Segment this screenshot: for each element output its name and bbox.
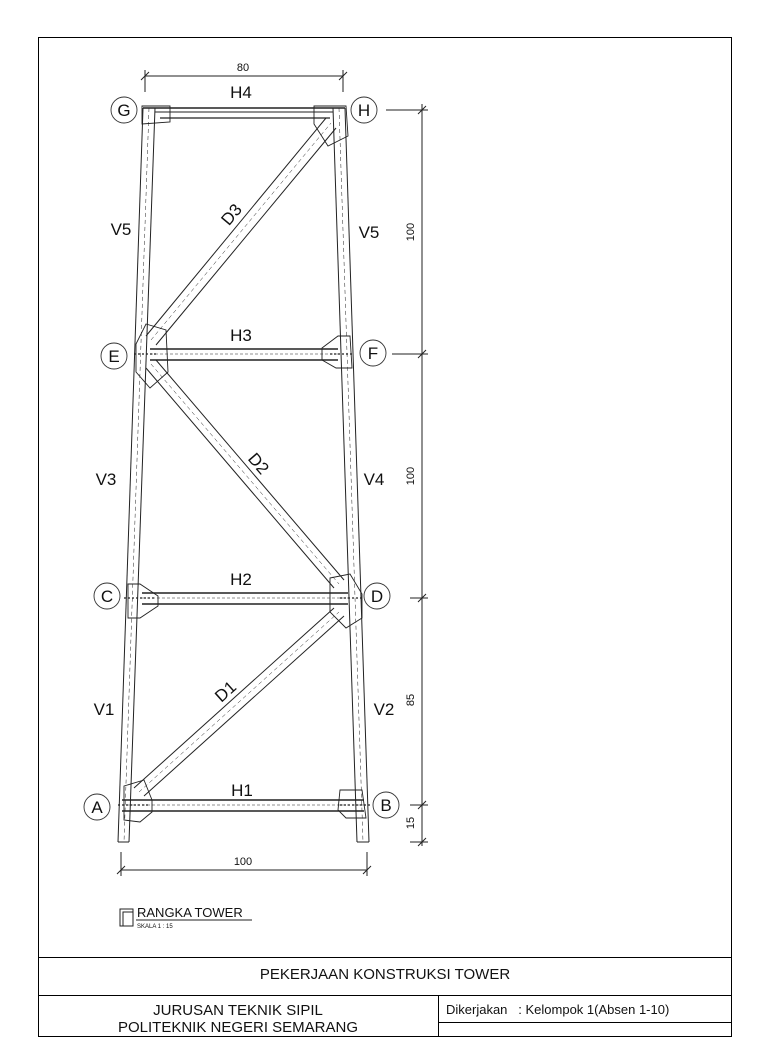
node-label-a: A [91,798,103,817]
member-label-h2: H2 [230,570,252,589]
member-label-d2: D2 [244,449,273,479]
member-label-h4: H4 [230,83,252,102]
worked-by-line [446,1002,669,1017]
institution-name: POLITEKNIK NEGERI SEMARANG [117,1019,359,1036]
member-label-h3: H3 [230,326,252,345]
dimension-label-fd: 100 [405,466,417,486]
node-label-g: G [117,101,131,120]
member-label-v2: V2 [373,700,395,719]
project-title: PEKERJAAN KONSTRUKSI TOWER [259,966,511,983]
caption-title: RANGKA TOWER [137,905,243,920]
caption-scale: SKALA 1 : 15 [137,924,173,930]
node-label-c: C [100,587,114,606]
gusset-c [128,584,158,618]
member-h3 [150,349,338,360]
left-leg [118,108,155,842]
dimension-label-top: 80 [236,62,250,74]
member-h1 [122,800,364,811]
node-label-h: H [357,101,371,120]
title-block-work-cell [439,996,732,1036]
member-label-h1: H1 [231,781,253,800]
department-name: JURUSAN TEKNIK SIPIL [153,1002,323,1019]
dimension-label-db: 85 [405,693,417,707]
member-h4 [143,108,345,118]
gusset-a [124,780,152,822]
member-label-v4: V4 [363,470,385,489]
member-d2 [146,360,344,588]
node-label-e: E [108,347,120,366]
dimension-label-gh: 100 [405,222,417,242]
member-d1 [134,608,344,796]
title-block-rule [439,1022,732,1023]
worked-by-value: : Kelompok 1(Absen 1-10) [518,1002,670,1017]
member-label-v5-right: V5 [358,223,380,242]
node-label-d: D [370,587,384,606]
member-label-d1: D1 [211,677,241,706]
title-block-info-row [38,995,732,1035]
member-label-d3: D3 [217,200,246,230]
dimension-label-base: 15 [405,816,417,830]
member-h2 [142,593,348,604]
node-label-f: F [367,344,379,363]
member-label-v3: V3 [95,470,117,489]
title-block-institution-cell [38,996,439,1036]
member-label-v1: V1 [93,700,115,719]
title-block-project-row [38,957,732,995]
worked-by-label: Dikerjakan [446,1002,508,1017]
member-d3 [146,118,336,345]
dimension-label-bottom: 100 [233,856,253,868]
gusset-d [330,574,362,628]
member-label-v5-left: V5 [110,220,132,239]
node-label-b: B [380,796,392,815]
